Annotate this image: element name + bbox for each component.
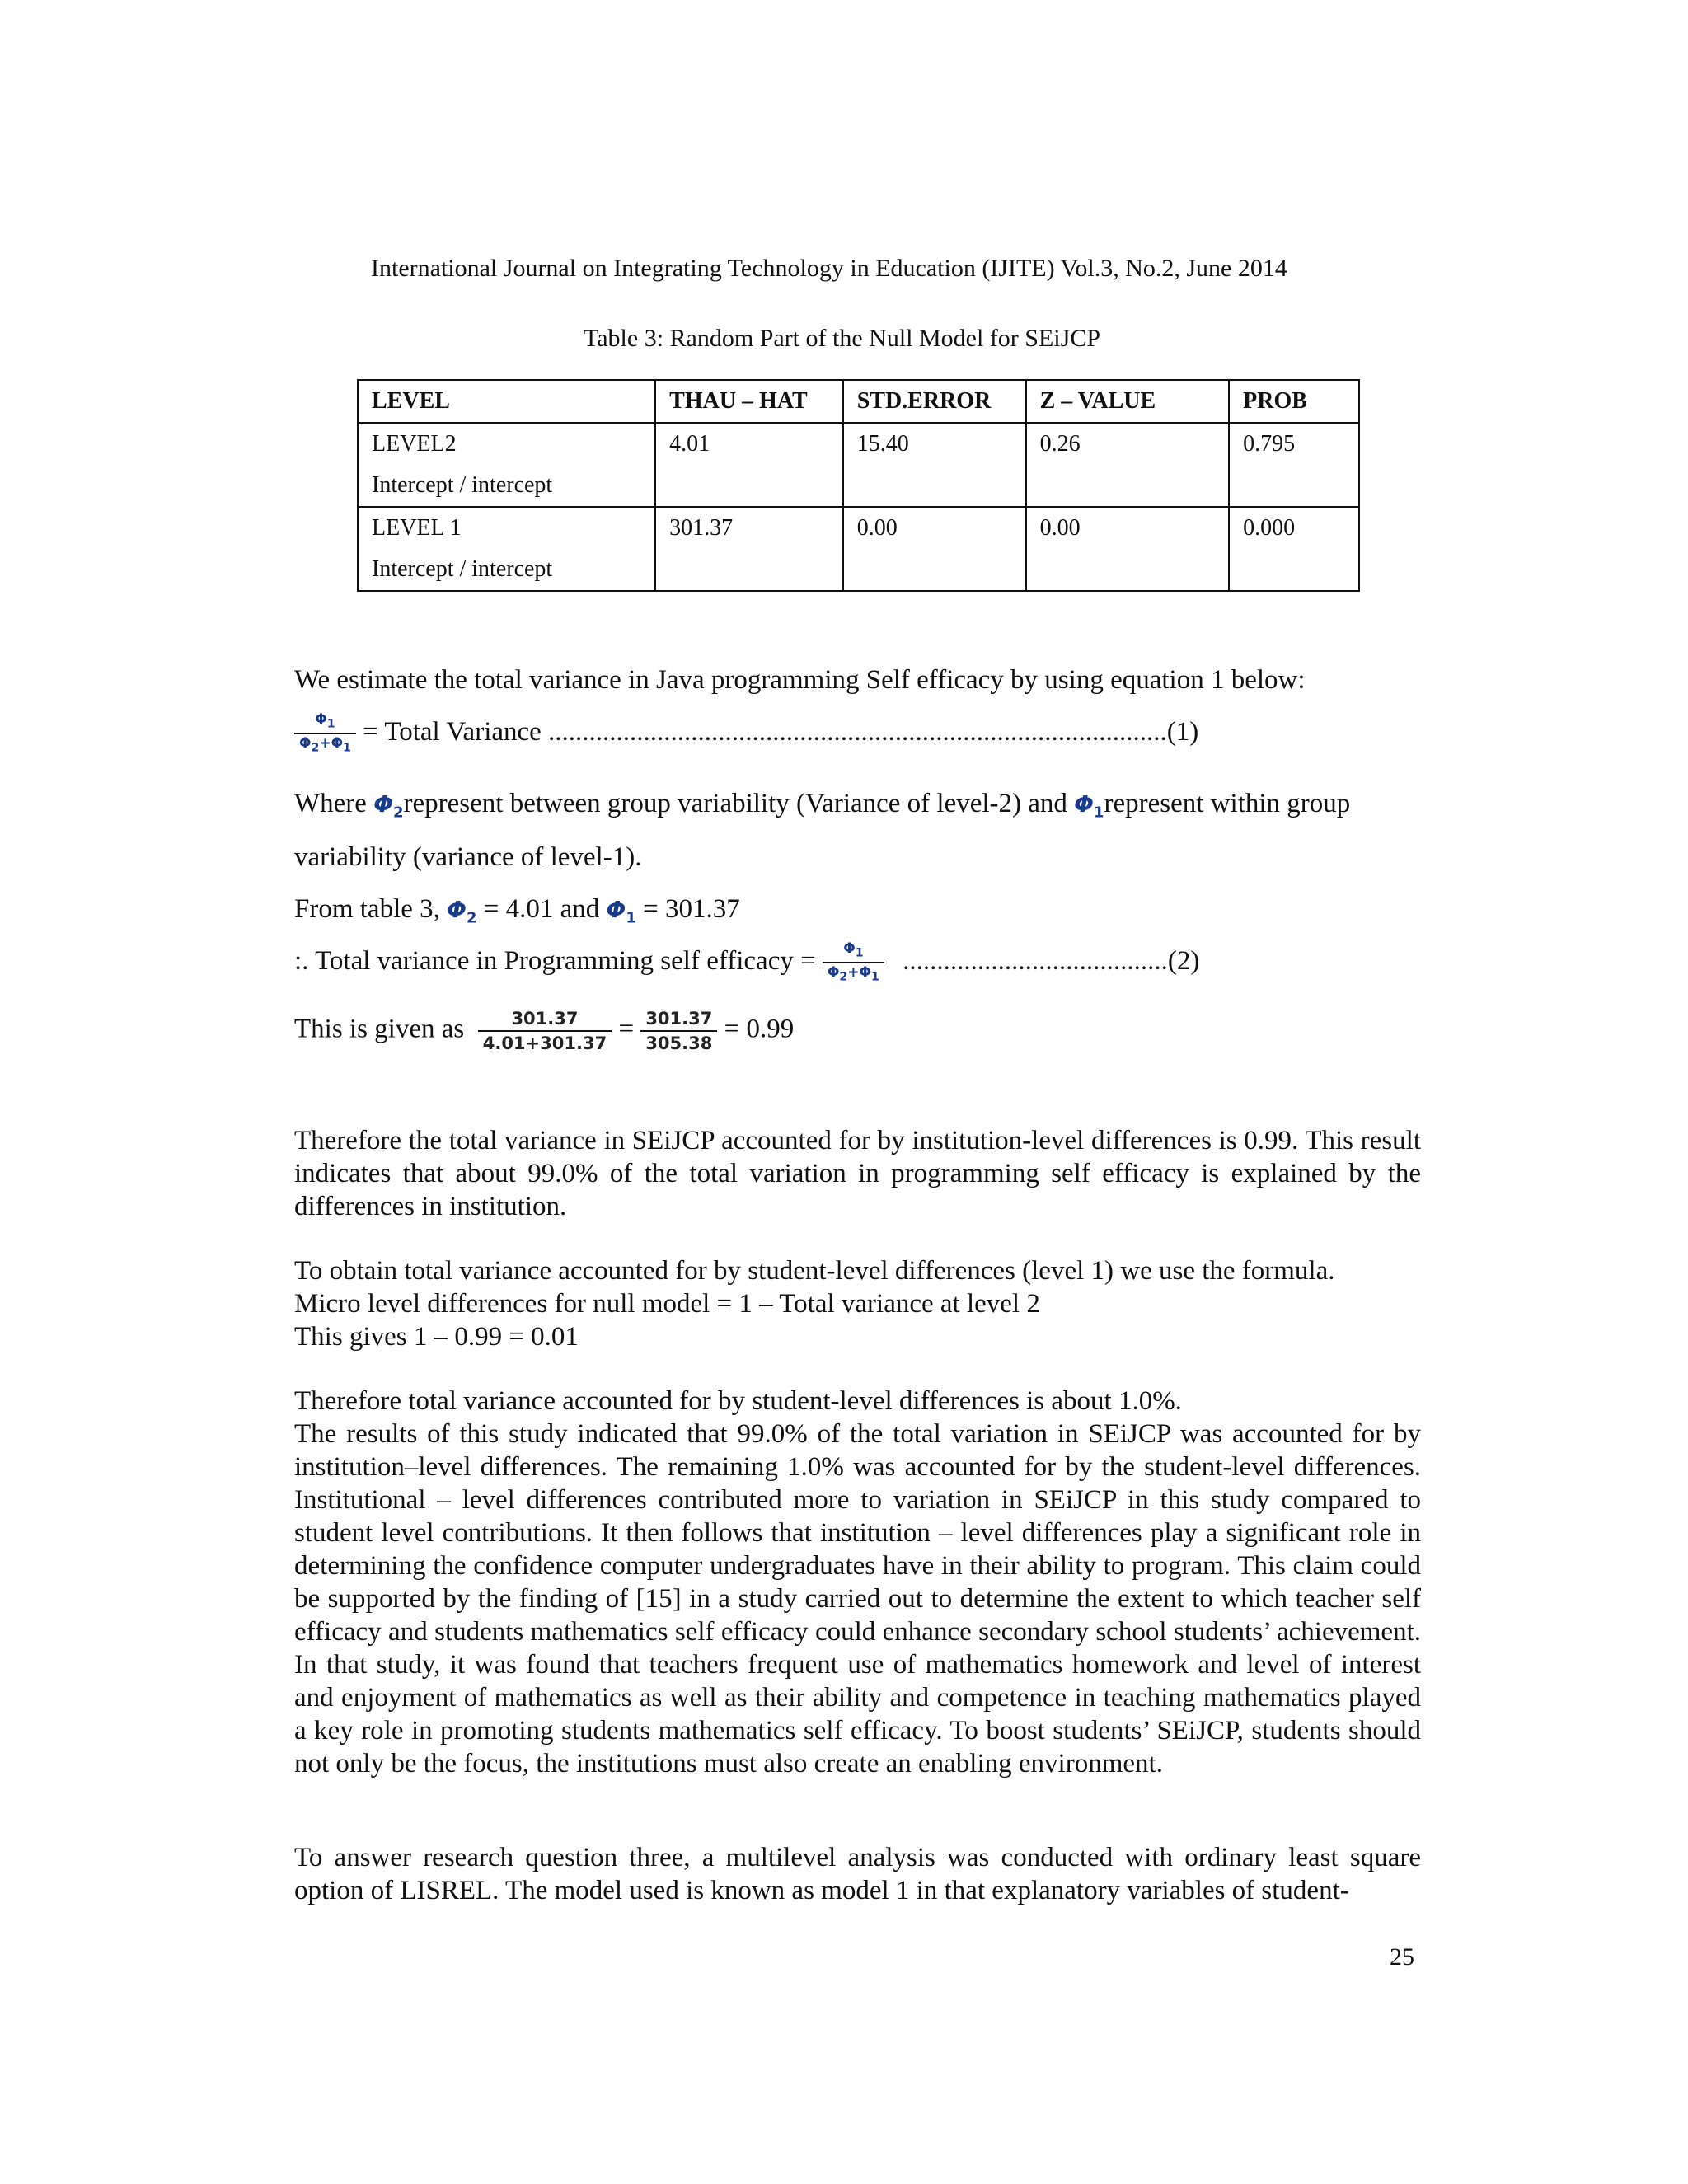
variance-fraction: $\frac{\Phi_1}{\Phi_2+\Phi_1}$ (294, 710, 356, 757)
std-error-cell: 15.40 (843, 423, 1026, 507)
variance-fraction: $\frac{\Phi_1}{\Phi_2+\Phi_1}$ (823, 940, 884, 987)
z-value-cell: 0.26 (1026, 423, 1230, 507)
equation-1-text: = Total Variance ...........................................................................................(1) (363, 716, 1199, 747)
level-name: LEVEL 1 (372, 515, 462, 541)
level-sub: Intercept / intercept (372, 556, 553, 582)
phi-2-symbol: $\Phi_2$ (447, 896, 477, 927)
equation-intro: We estimate the total variance in Java programming Self efficacy by using equation 1 below: (294, 665, 1306, 695)
page-number: 25 (1390, 1943, 1414, 1971)
level-name: LEVEL2 (372, 431, 457, 457)
phi-1-symbol: $\Phi_1$ (1074, 790, 1104, 822)
level-cell (358, 423, 655, 507)
col-header-prob: PROB (1229, 380, 1359, 423)
random-part-table (357, 379, 1360, 592)
paragraph-student-variance: To obtain total variance accounted for by student-level differences (level 1) we use the formula. Micro level differences for null model = 1 – Total variance at level 2 This gives 1 – 0.99 = 0.01 (294, 1256, 1335, 1352)
col-header-std-error: STD.ERROR (843, 380, 1026, 423)
level-sub: Intercept / intercept (372, 472, 553, 498)
where-line: Where $\Phi_2represent$ between group variability (Variance of level-2) and $\Phi_1represent$ within group (294, 789, 1351, 822)
table-row (358, 423, 1359, 507)
paragraph-results: Therefore total variance accounted for by student-level differences is about 1.0%. The results of this study indicated that 99.0% of the total variation in SEiJCP was accounted for by institution–level differences. The remaining 1.0% was accounted for by the student-level differences. Institutional – level differences contributed more to variation in SEiJCP in this study compared to student level contributions. It then follows that institution – level differences play a significant role in determining the confidence computer undergraduates have in their ability to program. This claim could be supported by the finding of [15] in a study carried out to determine the extent to which teacher self efficacy and students mathematics self efficacy could enhance secondary school students’ achievement. In that study, it was found that teachers frequent use of mathematics homework and level of interest and enjoyment of mathematics as well as their ability and competence in teaching mathematics played a key role in promoting students mathematics self efficacy. To boost students’ SEiJCP, students should not only be the focus, the institutions must also create an enabling environment. (294, 1386, 1421, 1779)
phi-2-symbol: $\Phi_2$ (373, 790, 404, 822)
prob-cell: 0.795 (1229, 423, 1359, 507)
equation-2: :. Total variance in Programming self efficacy = $\frac{\Phi_1}{\Phi_2+\Phi_1}$ .......................................(2) (294, 940, 1421, 987)
col-header-thau-hat: THAU – HAT (655, 380, 843, 423)
computed-fraction-1: $\frac{301.37}{4.01+301.37}$ (478, 1007, 612, 1055)
phi-1-symbol: $\Phi_1$ (606, 896, 636, 927)
table-header-row (358, 380, 1359, 423)
col-header-level: LEVEL (358, 380, 655, 423)
prob-cell: 0.000 (1229, 507, 1359, 591)
paragraph-research-question: To answer research question three, a multilevel analysis was conducted with ordinary least square option of LISREL. The model used is known as model 1 in that explanatory variables of student- (294, 1843, 1421, 1905)
computation-line: This is given as $\frac{301.37}{4.01+301.37}$ = $\frac{301.37}{305.38}$ = 0.99 (294, 1009, 795, 1053)
where-line-cont: variability (variance of level-1). (294, 842, 642, 872)
col-header-z-value: Z – VALUE (1026, 380, 1230, 423)
std-error-cell: 0.00 (843, 507, 1026, 591)
thau-hat-cell: 301.37 (655, 507, 843, 591)
z-value-cell: 0.00 (1026, 507, 1230, 591)
equation-1 (294, 710, 1421, 757)
computed-fraction-2: $\frac{301.37}{305.38}$ (640, 1007, 717, 1055)
running-header: International Journal on Integrating Technology in Education (IJITE) Vol.3, No.2, June 2014 (371, 255, 1287, 282)
from-table-line: From table 3, $\Phi_2 = 4.01$ and $\Phi_1 = 301.37$ (294, 894, 740, 927)
level-cell (358, 507, 655, 591)
table-row (358, 507, 1359, 591)
table-caption: Table 3: Random Part of the Null Model for SEiJCP (584, 325, 1101, 352)
thau-hat-cell: 4.01 (655, 423, 843, 507)
paragraph-institution-variance: Therefore the total variance in SEiJCP accounted for by institution-level differences is 0.99. This result indicates that about 99.0% of the total variation in programming self efficacy is explained by the differences in institution. (294, 1126, 1421, 1221)
